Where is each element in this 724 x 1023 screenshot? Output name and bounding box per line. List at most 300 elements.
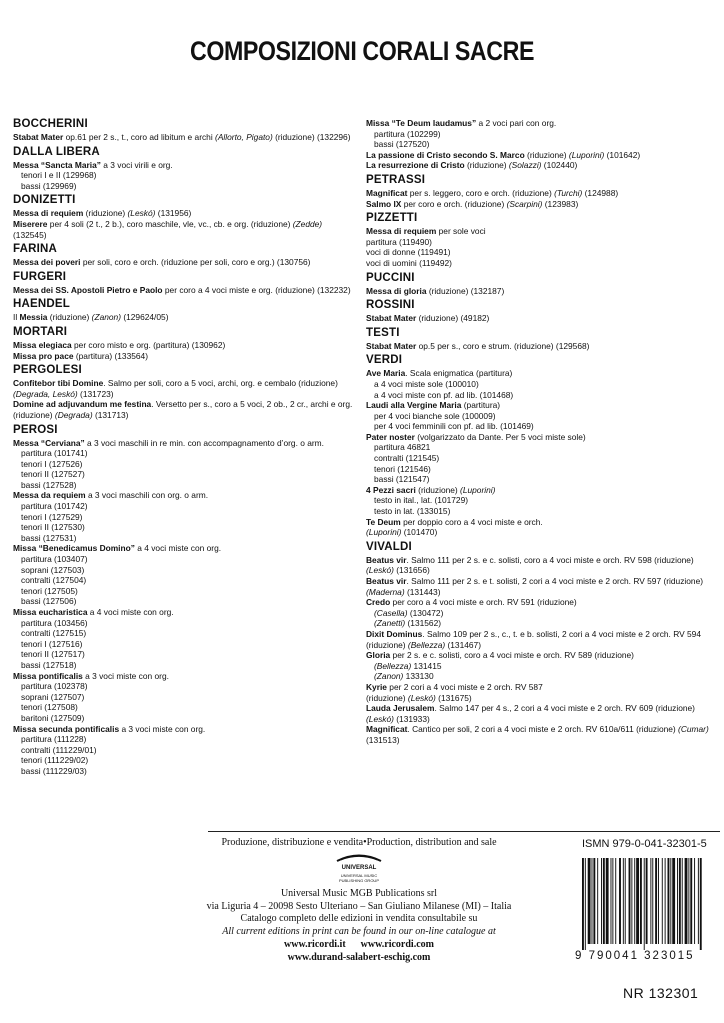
work-entry [13,285,353,296]
work-entry [13,724,353,735]
work-title: Messa dei poveri [13,257,81,268]
work-title: La passione di Cristo secondo S. Marco [366,149,525,160]
entry-text: a 3 voci maschili in re min. con accompagnamento d’org. o arm. [84,437,324,448]
edition-subitem [13,660,353,671]
entry-text: (123983) [542,198,579,209]
barcode-bar [582,858,584,950]
entry-text: . Salmo per soli, coro a 5 voci, archi, org. e cembalo (riduzione) [103,378,338,389]
logo-subtitle-2: PUBLISHING GROUP [338,877,380,883]
work-title: Beatus vir [366,576,407,586]
barcode-bar [606,858,609,944]
entry-text: op.5 per s., coro e strum. (riduzione) (129568) [416,340,590,351]
catalog-note-en: All current editions in print can be found in our on-line catalogue at [222,926,496,938]
entry-text: (riduzione) (49182) [416,313,490,324]
work-title: Messa di requiem [366,226,437,237]
entry-text: partitura (103456) [21,617,88,628]
entry-text: a 3 voci miste con org. [119,723,206,734]
company-name: Universal Music MGB Publications srl [280,887,438,899]
entry-text: partitura (111228) [21,734,87,745]
composer-heading: PERGOLESI [13,364,82,377]
editor-name: (Bellezza) [407,639,446,650]
entry-text: testo in ital., lat. (101729) [374,495,469,506]
barcode-bar [670,858,671,944]
edition-subitem [13,639,353,650]
barcode-bar [650,858,651,944]
entry-text: tenori I (127516) [21,638,83,649]
publisher-footer [200,837,518,965]
edition-subitem [13,533,353,544]
catalog-column-left [13,118,353,777]
edition-subitem [366,671,711,682]
entry-text: (132545) [13,229,47,240]
editor-name: (Casella) [374,607,408,618]
edition-subitem [13,501,353,512]
composer-heading: PIZZETTI [366,212,418,225]
logo-wordmark: UNIVERSAL [341,864,377,871]
edition-subitem [13,170,353,181]
footer-divider [208,831,720,832]
entry-text: . Salmo 111 per 2 s. e c. solisti, coro a 4 voci miste e orch. RV 598 (riduzione) [406,554,694,565]
barcode-bar [611,858,612,944]
work-entry [366,118,711,129]
entry-text: bassi (127531) [21,532,77,543]
editor-name: (Solazzi) [508,160,542,171]
entry-text: (partitura) (133564) [73,350,148,361]
barcode-number: 9 790041 323015 [575,950,695,962]
entry-text: a 4 voci miste sole (100010) [374,378,479,389]
entry-text: partitura (103407) [21,554,88,565]
entry-text: bassi (121547) [374,474,430,485]
work-title: Ave Maria [366,368,406,379]
barcode-bar [688,858,689,944]
work-entry [366,258,711,269]
barcode-bar [646,858,648,944]
work-entry [366,341,711,352]
work-entry [366,555,711,576]
entry-text: per doppio coro a 4 voci miste e orch. [400,516,543,527]
entry-text: partitura (119490) [366,236,432,247]
work-entry [366,527,711,538]
work-entry [366,576,711,597]
entry-text: a 2 voci pari con org. [476,118,557,128]
work-entry [13,490,353,501]
edition-subitem [366,139,711,150]
entry-text: bassi (127506) [21,596,77,607]
work-entry [366,485,711,496]
entry-text: (131467) [445,639,481,650]
barcode-image [578,858,706,950]
composer-heading: DALLA LIBERA [13,145,100,158]
composer-heading: PEROSI [13,423,58,436]
work-entry [13,378,353,399]
catalog-note-it: Catalogo completo delle edizioni in vendita consultabile su [240,913,478,925]
edition-subitem [13,628,353,639]
entry-text: contralti (127504) [21,575,87,586]
barcode-bar [662,858,663,944]
barcode-bar [597,858,598,944]
edition-subitem [366,129,711,140]
work-title: 4 Pezzi sacri [366,484,416,495]
composer-heading: BOCCHERINI [13,118,88,130]
work-entry [13,219,353,240]
barcode-bar [593,858,595,944]
barcode-bar [631,858,632,944]
edition-subitem [13,565,353,576]
entry-text: . Salmo 109 per 2 s., c., t. e b. solisti, 2 cori a 4 voci miste e 2 orch. RV 594 [422,628,701,639]
barcode-bar [601,858,602,944]
work-title: Missa secunda pontificalis [13,723,120,734]
entry-text: soprani (127507) [21,691,85,702]
work-title: Missa “Te Deum laudamus” [366,118,477,128]
page-title: COMPOSIZIONI CORALI SACRE [189,36,534,66]
barcode-bar [629,858,631,944]
barcode-bar [640,858,642,944]
catalog-column-right [366,118,711,746]
website-link-durand[interactable]: www.durand-salabert-eschig.com [287,951,431,963]
edition-subitem [366,411,711,422]
edition-subitem [13,575,353,586]
work-entry [366,400,711,411]
entry-text: (volgarizzato da Dante. Per 5 voci miste sole) [414,431,586,442]
entry-text: (riduzione) (132296) [272,132,351,142]
work-title: Laudi alla Vergine Maria [366,400,462,411]
work-title: Magnificat [366,187,408,198]
edition-subitem [13,459,353,470]
entry-text: per s. leggero, coro e orch. (riduzione) [407,187,555,198]
work-title: Beatus vir [366,554,407,565]
entry-text: . Salmo 111 per 2 s. e t. solisti, 2 cori a 4 voci miste e 2 orch. RV 597 (riduzione) [406,576,704,586]
composer-heading: MORTARI [13,325,68,338]
entry-text: (riduzione) [83,208,128,219]
work-title: Messa di gloria [366,285,427,296]
edition-subitem [366,661,711,672]
edition-subitem [366,453,711,464]
editor-name: (Bellezza) [374,660,412,671]
work-entry [13,351,353,362]
entry-text: (101470) [401,527,438,538]
work-entry [13,671,353,682]
work-entry [366,226,711,237]
work-title: Missa pro pace [13,350,74,361]
work-title: Missa elegiaca [13,339,72,350]
entry-text: soprani (127503) [21,564,85,575]
work-title: Missa “Benedicamus Domino” [13,543,135,554]
barcode-bar [588,858,591,944]
editor-name: (Degrada) [54,409,93,420]
entry-text: 131415 [411,660,442,671]
composer-heading: FURGERI [13,270,67,283]
entry-text: a 3 voci maschili con org. o arm. [85,490,209,501]
work-entry [366,247,711,258]
work-entry [13,257,353,268]
editor-name: (Scarpini) [506,198,543,209]
work-entry [13,208,353,219]
composer-heading: ROSSINI [366,299,415,312]
edition-subitem [13,596,353,607]
edition-subitem [366,390,711,401]
barcode-bar [644,858,645,950]
entry-text: contralti (111229/01) [21,744,97,755]
work-entry [13,160,353,171]
edition-subitem [13,745,353,756]
barcode-bar [677,858,678,944]
work-entry [366,640,711,651]
edition-subitem [13,448,353,459]
entry-text: (riduzione) [464,160,509,171]
work-entry [13,132,353,143]
entry-text: baritoni (127509) [21,712,85,723]
barcode-bar [585,858,586,950]
barcode-bar [672,858,675,944]
work-entry [366,199,711,210]
composer-heading: VIVALDI [366,540,412,553]
work-title: Te Deum [366,516,401,527]
work-entry [366,237,711,248]
entry-text: a 3 voci virili e org. [100,159,173,170]
work-entry [13,543,353,554]
entry-text: voci di donne (119491) [366,247,451,258]
barcode-bar [592,858,593,944]
work-entry [366,150,711,161]
work-title: Credo [366,597,391,608]
entry-text: (riduzione) (132187) [426,285,505,296]
editor-name: (Zanetti) [374,618,406,629]
edition-subitem [366,495,711,506]
barcode-bar [619,858,621,944]
entry-text: a 4 voci miste con pf. ad lib. (101468) [374,389,514,400]
work-entry [366,188,711,199]
work-title: Miserere [13,218,48,229]
work-title: Salmo IX [366,198,402,209]
work-title: Lauda Jerusalem [366,703,435,714]
entry-text: (101642) [604,149,641,160]
barcode-bar [665,858,666,944]
editor-name: (Leskó) [366,565,394,576]
entry-text: partitura (102299) [374,128,441,139]
barcode-bar [682,858,683,944]
barcode-bar [685,858,688,944]
editor-name: (Leskó) [407,692,436,703]
entry-text: tenori (127508) [21,702,78,713]
entry-text: per coro a 4 voci miste e orch. RV 591 (riduzione) [390,597,577,608]
entry-text: per coro misto e org. (partitura) (130962) [71,339,226,350]
work-title: Missa pontificalis [13,670,83,681]
entry-text: per soli, coro e orch. (riduzione per soli, coro e org.) (130756) [80,257,311,268]
entry-text: tenori I (127526) [21,458,83,469]
entry-text: tenori (127505) [21,585,78,596]
entry-text: (131562) [405,618,442,629]
entry-text: a 4 voci miste con org. [134,543,222,554]
work-entry [13,399,353,420]
work-entry [366,703,711,724]
entry-text: (131513) [366,734,400,745]
entry-text: per 2 s. e c. solisti, coro a 4 voci miste e orch. RV 589 (riduzione) [390,650,634,661]
composer-heading: VERDI [366,354,403,367]
work-entry [366,682,711,693]
work-entry [366,286,711,297]
entry-text: tenori I (127529) [21,511,83,522]
edition-subitem [366,608,711,619]
work-title: Stabat Mater [13,132,64,142]
work-title: Pater noster [366,431,415,442]
editor-name: (Maderna) [366,586,405,597]
entry-text: per coro a 4 voci miste e org. (riduzione) (132232) [162,284,351,295]
editor-name: (Luporini) [460,484,496,495]
production-line: Produzione, distribuzione e vendita•Production, distribution and sale [221,837,497,848]
work-entry [366,160,711,171]
barcode-bar [658,858,659,944]
editor-name: (Cumar) [678,724,709,735]
entry-text: bassi (127518) [21,659,77,670]
website-link-ricordi-com[interactable]: www.ricordi.com [360,938,434,950]
edition-subitem [13,702,353,713]
barcode-bar [700,858,702,950]
work-title: Stabat Mater [366,313,417,324]
entry-text: (131713) [92,409,129,420]
barcode-bar [668,858,670,944]
entry-text: (129624/05) [121,312,169,323]
work-entry [13,312,353,323]
work-entry [366,650,711,661]
work-title: Messa di requiem [13,208,84,219]
entry-text: Il [13,312,20,323]
barcode-bar [636,858,639,944]
edition-subitem [366,464,711,475]
editor-name: (Leskó) [366,713,394,724]
work-title: Magnificat [366,724,408,735]
editor-name: (Luporini) [366,527,402,538]
work-title: Confitebor tibi Domine [13,378,104,389]
entry-text: . Salmo 147 per 4 s., 2 cori a 4 voci miste e 2 orch. RV 609 (riduzione) [434,703,695,714]
entry-text: tenori I e II (129968) [21,170,97,181]
work-title: Gloria [366,650,391,661]
entry-text: testo in lat. (133015) [374,506,451,517]
editor-name: (Allorto, Pigato) [215,132,273,142]
edition-subitem [13,181,353,192]
work-title: Kyrie [366,681,387,692]
work-entry [366,368,711,379]
barcode-bar [612,858,613,944]
entry-text: tenori (121546) [374,463,431,474]
entry-text: (riduzione) [524,149,569,160]
entry-text: (131656) [393,565,430,576]
entry-text: (riduzione) [47,312,92,323]
barcode-bar [625,858,626,944]
edition-subitem [13,649,353,660]
editor-name: (Zedde) [292,218,323,229]
entry-text: per 4 soli (2 t., 2 b.), coro maschile, vle, vc., cb. e org. (riduzione) [47,218,293,229]
entry-text: . Cantico per soli, 2 cori a 4 voci miste e 2 orch. RV 610a/611 (riduzione) [407,724,679,735]
edition-subitem [366,379,711,390]
entry-text: partitura (101741) [21,448,88,459]
edition-subitem [366,474,711,485]
work-entry [366,313,711,324]
composer-heading: PUCCINI [366,271,415,284]
work-entry [13,340,353,351]
entry-text: 133130 [403,671,434,682]
entry-text: contralti (121545) [374,453,440,464]
barcode-bar [623,858,624,944]
entry-text: (131675) [435,692,472,703]
entry-text: (102440) [541,160,578,171]
logo-subtitle-1: UNIVERSAL MUSIC [340,872,378,878]
edition-subitem [13,681,353,692]
work-title: Missa eucharistica [13,607,88,617]
entry-text: (riduzione) [366,639,408,650]
entry-text: (riduzione) [366,692,408,703]
composer-heading: PETRASSI [366,173,426,186]
edition-subitem [366,442,711,453]
barcode-bar [652,858,653,944]
work-title: La resurrezione di Cristo [366,160,465,171]
edition-subitem [13,734,353,745]
work-title: Domine ad adjuvandum me festina [13,399,152,410]
entry-text: per sole voci [436,226,486,237]
work-title: Messia [19,312,48,323]
entry-text: (131933) [393,713,430,724]
barcode-bar [679,858,681,944]
entry-text: (124988) [582,187,619,198]
entry-text: bassi (127520) [374,139,430,150]
ismn-code: ISMN 979-0-041-32301-5 [582,838,707,850]
edition-subitem [13,755,353,766]
edition-subitem [13,586,353,597]
work-entry [13,438,353,449]
edition-subitem [366,421,711,432]
edition-subitem [13,713,353,724]
work-entry [366,517,711,528]
entry-text: . Scala enigmatica (partitura) [405,368,513,379]
editor-name: (Leskó) [127,208,156,219]
edition-subitem [13,522,353,533]
editor-name: (Zanon) [91,312,121,323]
entry-text: bassi (129969) [21,180,77,191]
entry-text: partitura 46821 [374,442,431,453]
work-entry [366,724,711,745]
editor-name: (Zanon) [374,671,404,682]
entry-text: per 4 voci bianche sole (100009) [374,410,496,421]
entry-text: tenori II (127530) [21,522,85,533]
entry-text: op.61 per 2 s., t., coro ad libitum e archi [63,132,216,142]
edition-subitem [13,766,353,777]
work-entry [366,597,711,608]
entry-text: (partitura) [461,400,501,411]
barcode-bar [634,858,635,944]
work-entry [13,607,353,618]
edition-subitem [13,480,353,491]
catalog-number: NR 132301 [623,985,699,1001]
entry-text: tenori (111229/02) [21,755,89,766]
work-title: Messa da requiem [13,490,86,501]
entry-text: (131956) [155,208,192,219]
entry-text: bassi (127528) [21,479,77,490]
entry-text: tenori II (127517) [21,649,85,660]
entry-text: partitura (102378) [21,681,88,692]
work-title: Messa “Sancta Maria” [13,159,101,170]
website-link-ricordi-it[interactable]: www.ricordi.it [284,938,346,950]
edition-subitem [13,554,353,565]
entry-text: (131723) [77,388,114,399]
barcode-bar [615,858,616,944]
edition-subitem [366,506,711,517]
editor-name: (Luporini) [568,149,605,160]
work-title: Dixit Dominus [366,628,423,639]
entry-text: per 2 cori a 4 voci miste e 2 orch. RV 587 [386,681,543,692]
work-entry [366,629,711,640]
barcode-bar [655,858,657,944]
entry-text: voci di uomini (119492) [366,257,452,268]
company-address: via Liguria 4 – 20098 Sesto Ulteriano – San Giuliano Milanese (MI) – Italia [206,900,512,912]
